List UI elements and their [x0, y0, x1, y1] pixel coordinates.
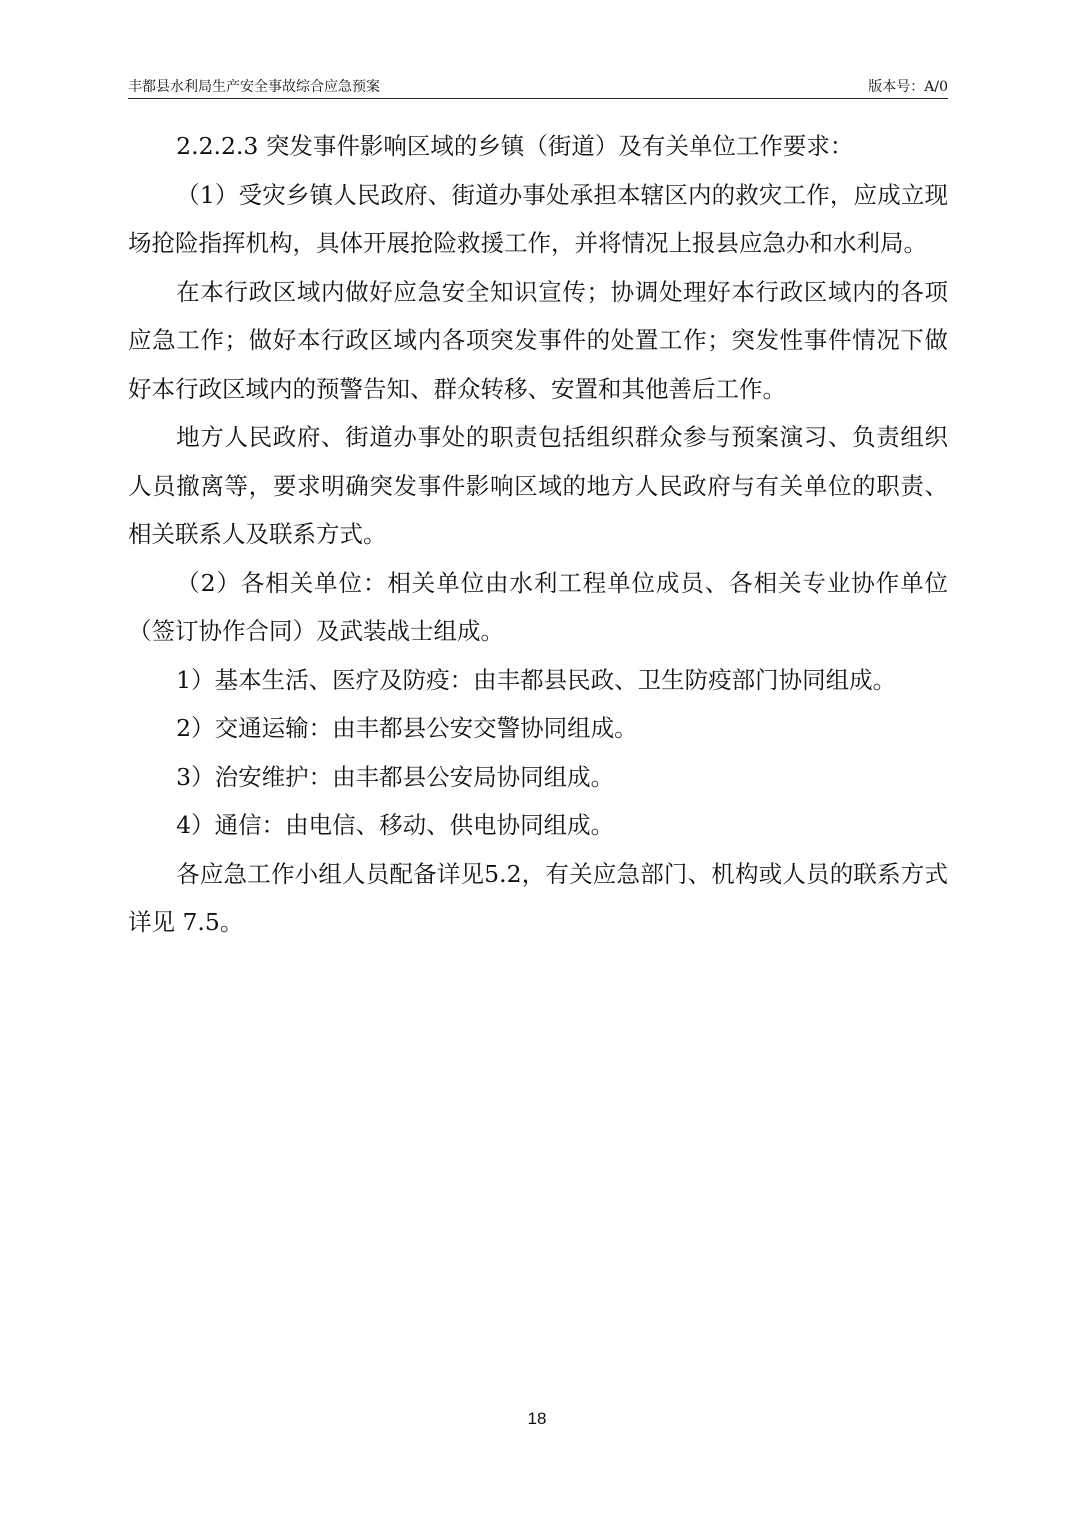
paragraph: 在本行政区域内做好应急安全知识宣传；协调处理好本行政区域内的各项应急工作；做好本行政区域内各项突发事件的处置工作；突发性事件情况下做好本行政区域内的预警告知、群众转移、安置和其他善后工作。: [128, 277, 948, 403]
document-body: [128, 122, 948, 947]
list-item: 4）通信：由电信、移动、供电协同组成。: [176, 811, 615, 839]
page-header: [128, 78, 948, 99]
section-heading: 2.2.2.3 突发事件影响区域的乡镇（街道）及有关单位工作要求：: [176, 132, 854, 160]
list-item: 3）治安维护：由丰都县公安局协同组成。: [176, 762, 615, 791]
list-item: 2）交通运输：由丰都县公安交警协同组成。: [176, 714, 638, 742]
version-number: 版本号：A/0: [868, 79, 948, 95]
paragraph: 地方人民政府、街道办事处的职责包括组织群众参与预案演习、负责组织人员撤离等，要求明确突发事件影响区域的地方人民政府与有关单位的职责、相关联系人及联系方式。: [128, 423, 948, 548]
page-number: 18: [527, 1409, 547, 1428]
paragraph: （1）受灾乡镇人民政府、街道办事处承担本辖区内的救灾工作，应成立现场抢险指挥机构，具体开展抢险救援工作，并将情况上报县应急办和水利局。: [128, 180, 948, 257]
paragraph: （2）各相关单位：相关单位由水利工程单位成员、各相关专业协作单位（签订协作合同）及武装战士组成。: [128, 568, 948, 645]
document-title: 丰都县水利局生产安全事故综合应急预案: [128, 79, 380, 95]
paragraph: 各应急工作小组人员配备详见5.2，有关应急部门、机构或人员的联系方式详见 7.5。: [128, 859, 948, 936]
list-item: 1）基本生活、医疗及防疫：由丰都县民政、卫生防疫部门协同组成。: [176, 665, 897, 694]
